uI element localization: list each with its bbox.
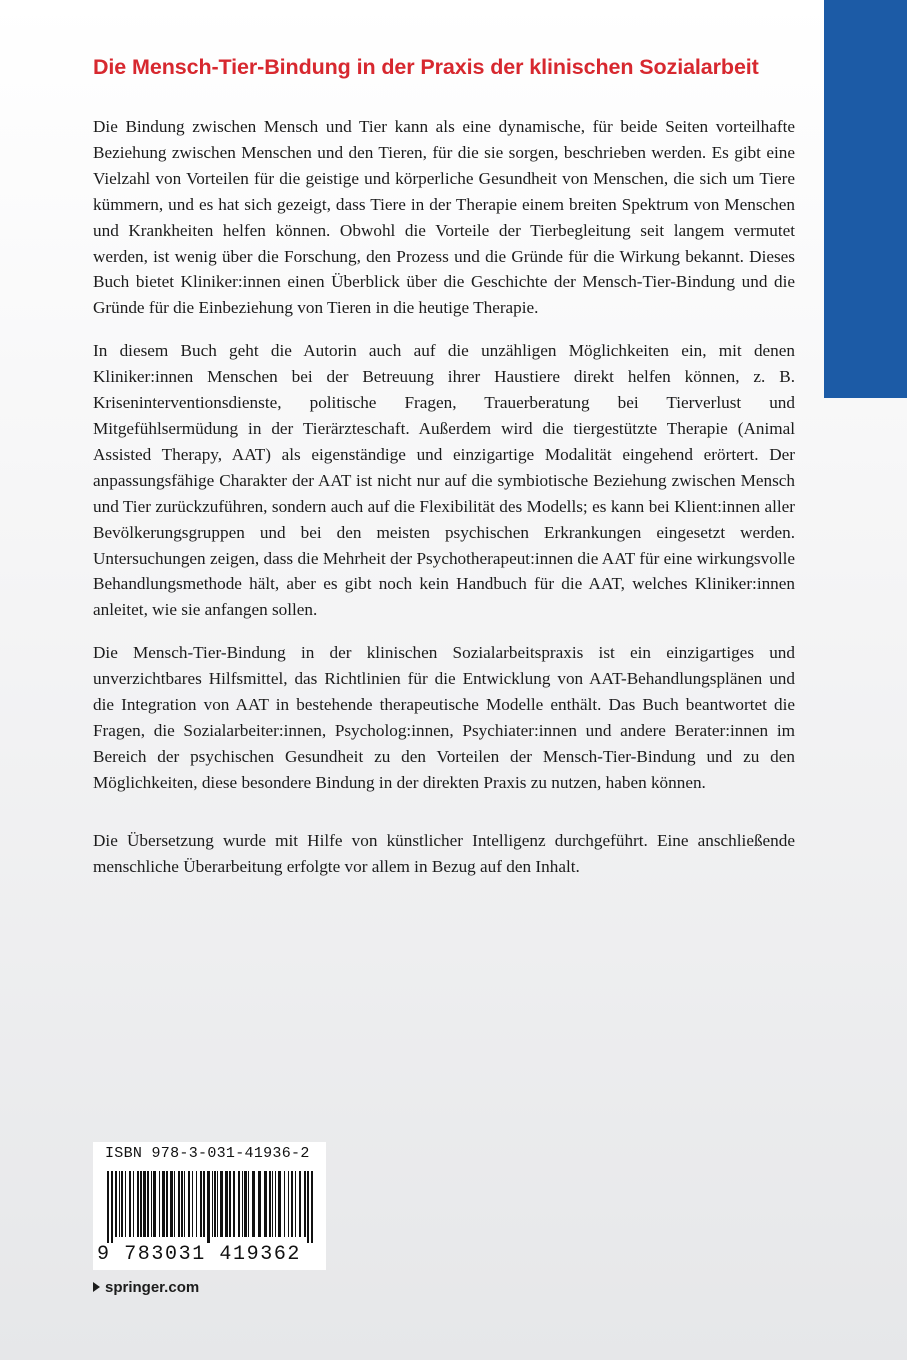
publisher-link[interactable] — [93, 1276, 199, 1298]
book-title: Die Mensch-Tier-Bindung in der Praxis der klinischen Sozialarbeit — [93, 55, 759, 79]
arrow-right-icon — [93, 1282, 100, 1292]
isbn-barcode-block — [93, 1142, 326, 1270]
accent-color-bar — [824, 0, 907, 398]
translation-note: Die Übersetzung wurde mit Hilfe von künstlicher Intelligenz durchgeführt. Eine anschließende menschliche Überarbeitung erfolgte vor allem in Bezug auf den Inhalt. — [93, 830, 795, 876]
blurb-paragraph-3: Die Mensch-Tier-Bindung in der klinischen Sozialarbeitspraxis ist ein einzigartiges und unverzichtbares Hilfsmittel, das Richtlinien für die Entwicklung von AAT-Behandlungsplänen und die Integration von AAT in bestehende therapeutische Modelle enthält. Das Buch beantwortet die Fragen, die Sozialarbeiter:innen, Psycholog:innen, Psychiater:innen und andere Berater:innen im Bereich der psychischen Gesundheit zu den Vorteilen der Mensch-Tier-Bindung und zu den Möglichkeiten, diese besondere Bindung in der direkten Praxis zu nutzen, haben können. — [93, 643, 795, 792]
blurb-paragraph-2: In diesem Buch geht die Autorin auch auf die unzähligen Möglichkeiten ein, mit denen Kliniker:innen Menschen bei der Betreuung ihrer Haustiere direkt helfen können, z. B. Kriseninterventionsdienste, politische Fragen, Trauerberatung bei Tierverlust und Mitgefühlsermüdung in der Tierärzteschaft. Außerdem wird die tiergestützte Therapie (Animal Assisted Therapy, AAT) als eigenständige und einzigartige Modalität eingehend erörtert. Der anpassungsfähige Charakter der AAT ist nicht nur auf die symbiotische Beziehung zwischen Mensch und Tier zurückzuführen, sondern auch auf die Flexibilität des Modells; es kann bei Klient:innen aller Bevölkerungsgruppen und bei den meisten psychischen Erkrankungen eingesetzt werden. Untersuchungen zeigen, dass die Mehrheit der Psychotherapeut:innen die AAT für eine wirkungsvolle Behandlungsmethode hält, aber es gibt noch kein Handbuch für die AAT, welches Kliniker:innen anleitet, wie sie anfangen sollen. — [93, 341, 795, 620]
blurb-text — [93, 114, 795, 896]
isbn-label: ISBN 978-3-031-41936-2 — [105, 1145, 310, 1162]
publisher-url: springer.com — [105, 1278, 200, 1296]
barcode-bars — [93, 1171, 326, 1247]
blurb-paragraph-1: Die Bindung zwischen Mensch und Tier kann als eine dynamische, für beide Seiten vorteilhafte Beziehung zwischen Menschen und den Tieren, für die sie sorgen, beschrieben werden. Es gibt eine Vielzahl von Vorteilen für die geistige und körperliche Gesundheit von Menschen, die sich um Tiere kümmern, und es hat sich gezeigt, dass Tiere in der Therapie einem breiten Spektrum von Menschen und Krankheiten helfen können. Obwohl die Vorteile der Tierbegleitung seit langem vermutet werden, ist wenig über die Forschung, den Prozess und die Gründe für die Wirkung bekannt. Dieses Buch bietet Kliniker:innen einen Überblick über die Geschichte der Mensch-Tier-Bindung und die Gründe für die Einbeziehung von Tieren in die heutige Therapie. — [93, 117, 795, 318]
barcode-digits: 9 783031 419362 — [97, 1243, 302, 1266]
